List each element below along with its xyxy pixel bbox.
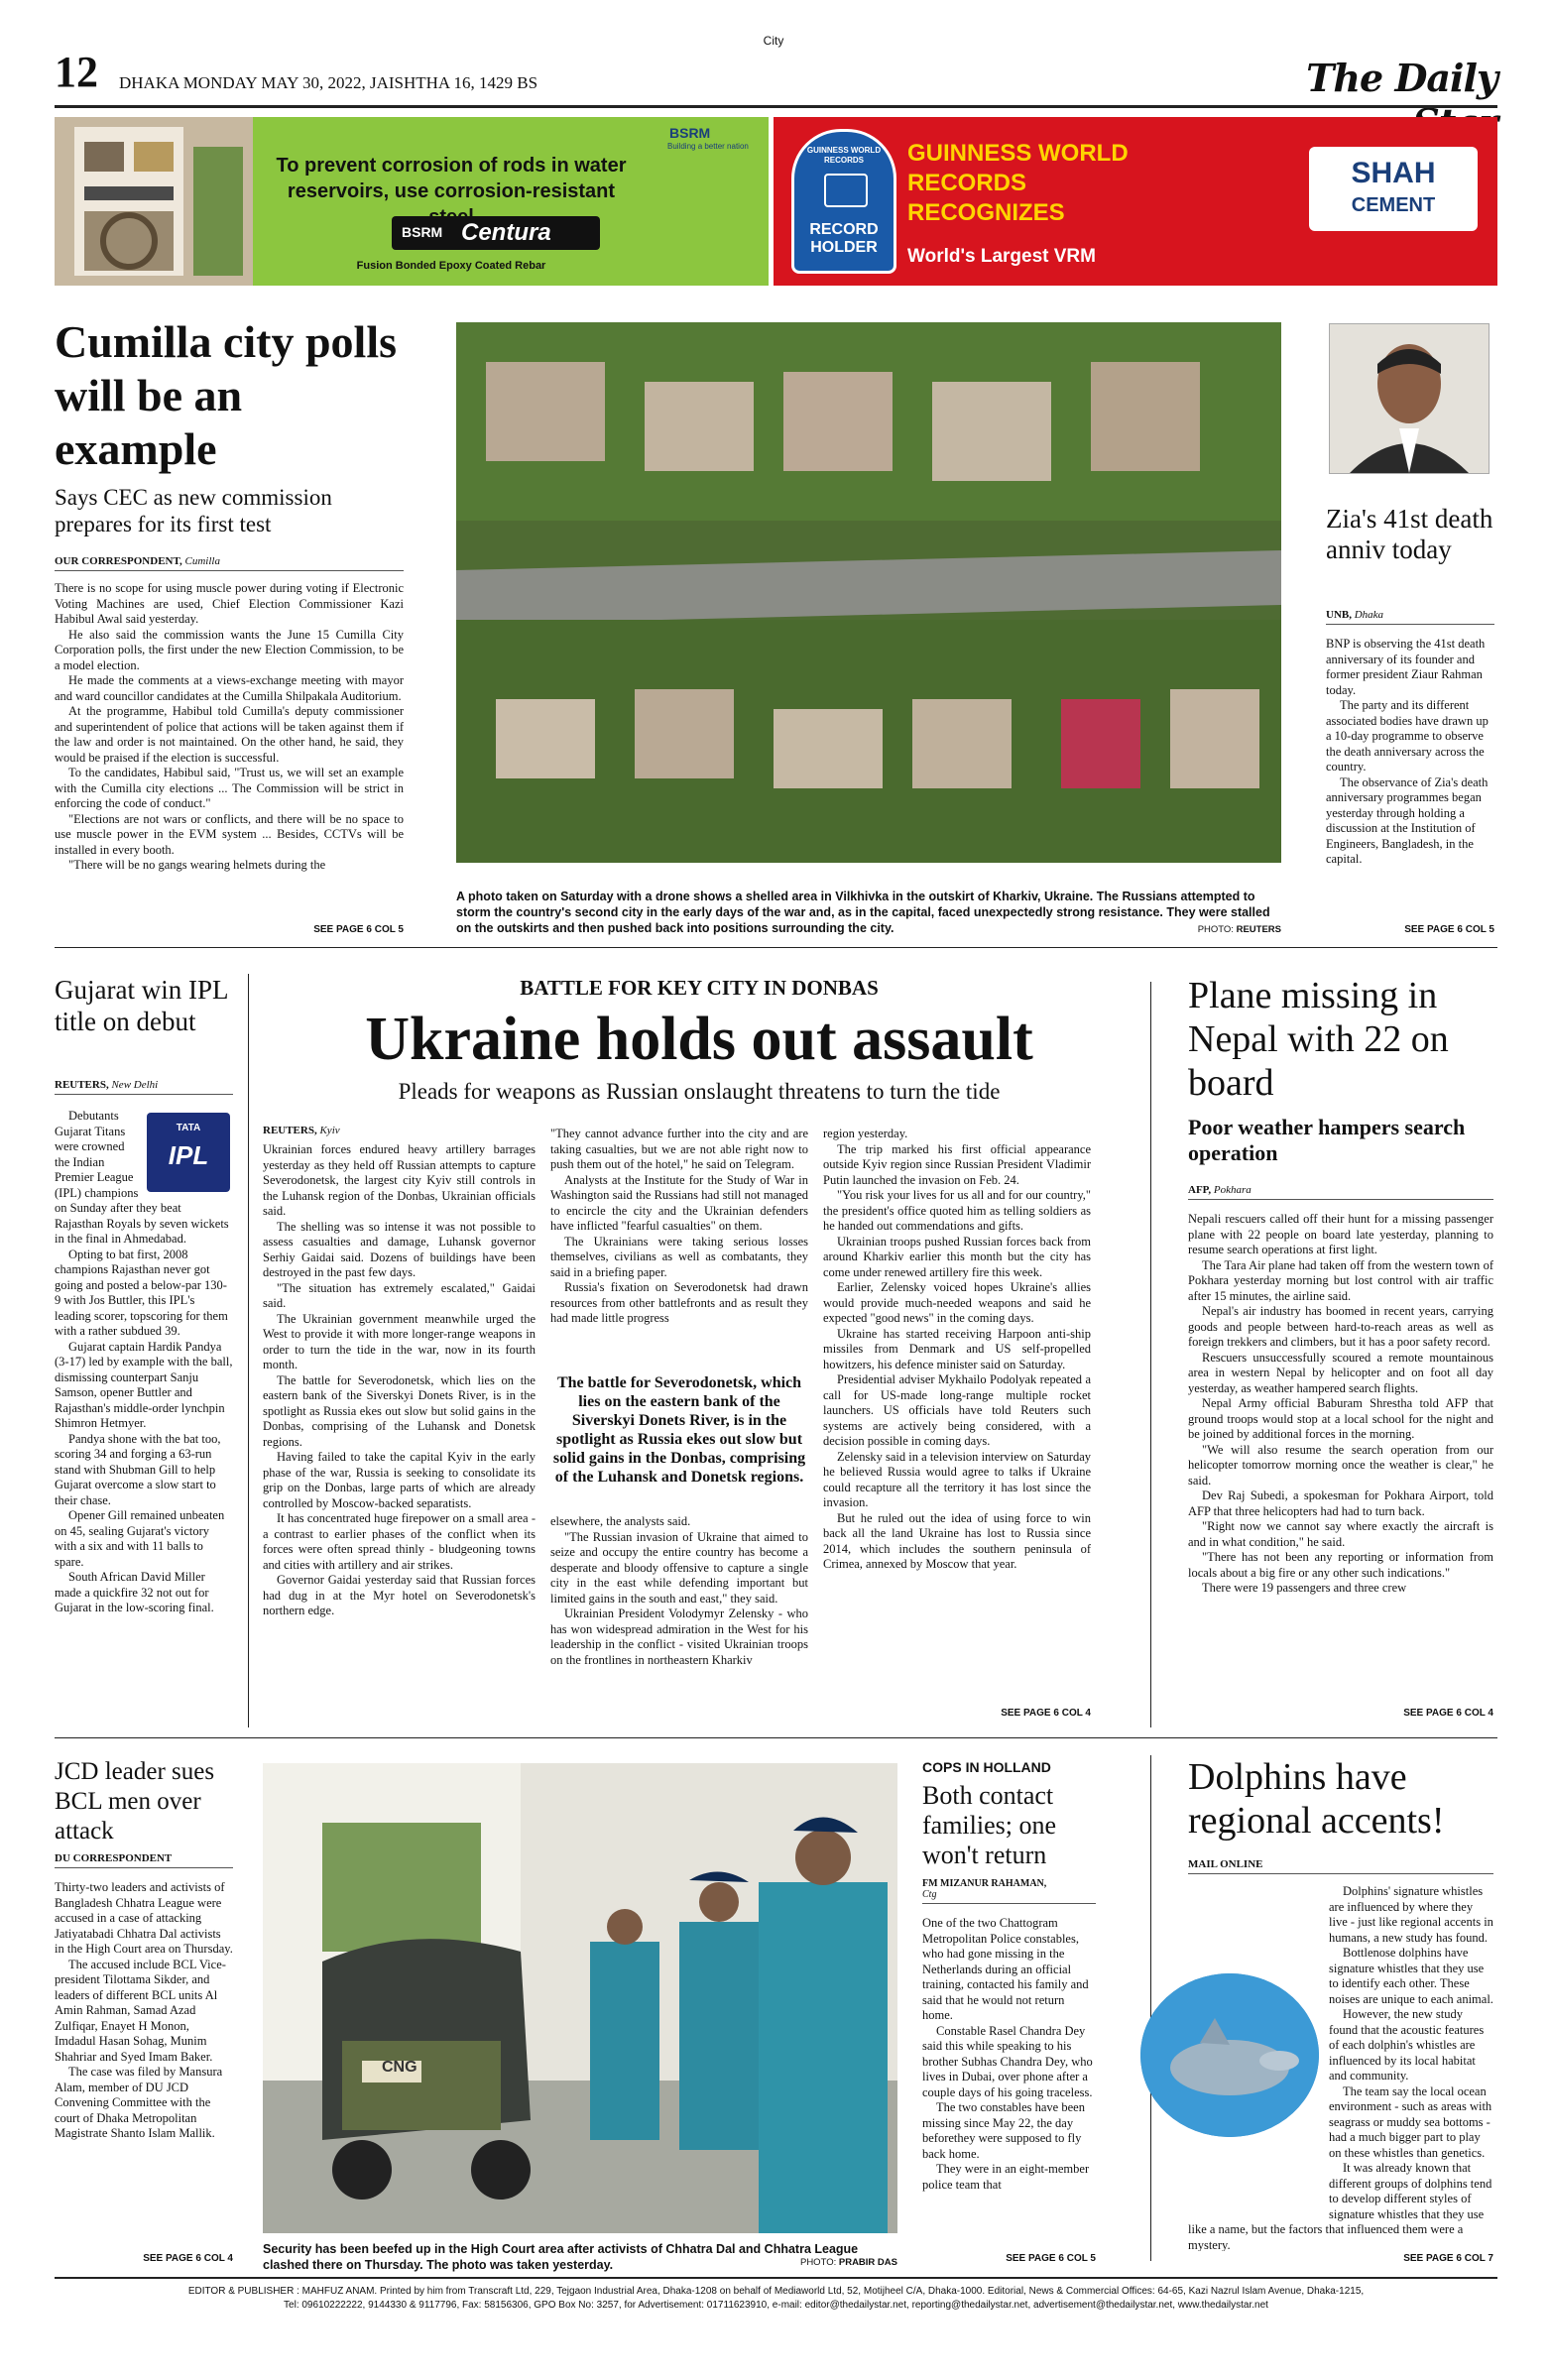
holland-kicker: COPS IN HOLLAND (922, 1759, 1051, 1775)
gujarat-headline[interactable]: Gujarat win IPL title on debut (55, 975, 228, 1036)
ukraine-subhead: Pleads for weapons as Russian onslaught threatens to turn the tide (398, 1079, 1001, 1104)
bsrm-brand: BSRM (669, 125, 711, 141)
dolphins-see-page[interactable]: SEE PAGE 6 COL 7 (1403, 2253, 1493, 2264)
zia-byline: UNB, Dhaka (1326, 609, 1494, 625)
page-number: 12 (55, 48, 98, 96)
trophy-icon (824, 174, 868, 207)
high-court-photo (263, 1763, 897, 2233)
ukraine-col2b: elsewhere, the analysts said. "The Russian invasion of Ukraine that aimed to seize and occupy the entire country has become a desperate and bloody offensive to capture a single city in the east while defending important but limited gains in the south and east," they said. Ukrainian President Volodymyr Zelensky - who has won widespread admiration in the West for his leadership in the conflict - visited Ukrainian troops on the frontlines in northeastern Kharkiv (550, 1514, 808, 1667)
ukraine-kicker: BATTLE FOR KEY CITY IN DONBAS (520, 976, 879, 1000)
shelled-area-image (456, 322, 1281, 863)
ukraine-see-page[interactable]: SEE PAGE 6 COL 4 (1001, 1708, 1091, 1719)
column-divider-right (1150, 982, 1151, 1727)
shah-cement-ad[interactable] (774, 117, 1497, 286)
zia-portrait (1329, 323, 1490, 474)
bsrm-headline: To prevent corrosion of rods in water reservoirs, use corrosion-resistant (276, 155, 627, 202)
zia-see-page[interactable]: SEE PAGE 6 COL 5 (1404, 924, 1494, 935)
nepal-headline[interactable]: Plane missing in Nepal with 22 on board (1188, 975, 1449, 1104)
section-label: City (763, 34, 784, 48)
bsrm-ad[interactable] (55, 117, 769, 286)
jcd-headline[interactable]: JCD leader sues BCL men over attack (55, 1758, 215, 1844)
bsrm-subline: Fusion Bonded Epoxy Coated Rebar (356, 260, 546, 272)
footer-imprint: EDITOR & PUBLISHER : MAHFUZ ANAM. Printed by him from Transcraft Ltd, 229, Tejgaon Industrial Area, Dhaka-1208 on behalf of Mediaworld Ltd, 52, Motijheel C/A, Dhaka-1000. Editorial, News & Commercial Offices: 64-65, Kazi Nazrul Islam Avenue, Dhaka-1215, Tel: 09610222222, 9144330 & 9117796, Fax: 58156306, GPO Box No: 3257, for Advertisement: 01711623910, e-mail: editor@thedailystar.net, reporting@thedailystar.net, advertisement@thedailystar.net, www.thedailystar.net (187, 2286, 1365, 2311)
holland-see-page[interactable]: SEE PAGE 6 COL 5 (1006, 2253, 1096, 2264)
dolphins-body: Dolphins' signature whistles are influenced by where they live - just like regional accents in humans, a new study has found. Bottlenose dolphins have signature whistles that they use to identify each other. These noises are unique to each animal. However, the new study found that the acoustic features of each dolphin's whistles are influenced by its local habitat and community. The team say the local ocean environment - such as areas with seagrass or muddy sea bottoms - had a much bigger part to play on these whistles than genetics. It was already known that different groups of dolphins tend to develop different styles of signature whistles that they use like a name, but the factors that influenced them were a mystery. (1188, 1884, 1493, 2251)
header-rule (55, 105, 1497, 108)
hc-caption: Security has been beefed up in the High Court area after activists of Chhatra Dal and Chhatra League clashed there on Thursday. The photo was taken yesterday. (263, 2242, 859, 2272)
shah-logo: SHAH CEMENT (1309, 147, 1478, 231)
ukraine-byline: REUTERS, Kyiv (263, 1125, 340, 1136)
gujarat-body: Debutants Gujarat Titans were crowned the Indian Premier League (IPL) champions on Sunday after they beat Rajasthan Royals by seven wickets in the final in Ahmedabad. Opting to bat first, 2008 champions Rajasthan never got going and posted a below-par 130-9 with Jos Buttler, this IPL's leading scorer, topscoring for them with a rather subdued 39. Gujarat captain Hardik Pandya (3-17) led by example with the ball, dismissing counterpart Sanju Samson, opener Buttler and Rajasthan's middle-order lynchpin Shimron Hetmyer. Pandya shone with the bat too, scoring 34 and forging a 63-run stand with Shubman Gill to help Gujarat overcome a slow start to their chase. Opener Gill remained unbeaten on 45, sealing Gujarat's victory with a six and with 11 balls to spare. South African David Miller made a quickfire 32 not out for Gujarat in the low-scoring final. (55, 1109, 233, 1614)
ukraine-headline[interactable]: Ukraine holds out assault (365, 1006, 1033, 1073)
nepal-subhead: Poor weather hampers search operation (1188, 1115, 1466, 1165)
hc-credit: PHOTO: PRABIR DAS (799, 2257, 897, 2268)
ukraine-col3: region yesterday. The trip marked his first official appearance outside Kyiv region since Russian President Vladimir Putin launched the invasion on Feb. 24. "You risk your lives for us all and for our country," the president's office quoted him as telling soldiers as he handed out commendations and gifts. Ukrainian troops pushed Russian forces back from around Kharkiv earlier this month but the city has come under renewed artillery fire this week. Earlier, Zelensky voiced hopes Ukraine's allies would provide much-needed weapons and said he expected "good news" in the coming days. Ukraine has started receiving Harpoon anti-ship missiles from Denmark and US self-propelled howitzers, his defence minister said on Saturday. Presidential adviser Mykhailo Podolyak repeated a call for US-made long-range multiple rocket launchers. US officials have told Reuters such systems are actively being considered, with a decision possible in coming days. Zelensky said in a television interview on Saturday he believed Russia would agree to talks if Ukraine could recapture all the territory it has lost since the invasion. But he ruled out the idea of using force to win back all the land Ukraine has lost to Russia since 2014, which includes the southern peninsula of Crimea, annexed by Moscow that year. (823, 1127, 1091, 1571)
column-divider (248, 974, 249, 1727)
cumilla-byline: OUR CORRESPONDENT, Cumilla (55, 555, 404, 571)
ukraine-col1: Ukrainian forces endured heavy artillery barrages yesterday as they held off Russian attempts to capture Severodonetsk, the largest city Kyiv still controls in the Luhansk region of the Donbas, Ukrainian officials said. The shelling was so intense it was not possible to assess casualties and damage, Luhansk governor Serhiy Gaidai said. Dozens of buildings have been destroyed in the past few days. "The situation has extremely escalated," Gaidai said. The Ukrainian government meanwhile urged the West to provide it with more longer-range weapons in order to turn the tide in the war, now in its fourth month. The battle for Severodonetsk, which lies on the eastern bank of the Siverskyi Donets River, is in the spotlight as Russia ekes out slow but solid gains in the Donbas, comprising of the Luhansk and Donetsk regions. Having failed to take the capital Kyiv in the early phase of the war, Russia is seeking to consolidate its grip on the Donbas, large parts of which are already controlled by Moscow-backed separatists. It has concentrated huge firepower on a small area - a contrast to earlier phases of the conflict when its forces were often spread thinly - bludgeoning towns and cities with artillery and air strikes. Governor Gaidai yesterday said that Russian forces had dug in at the Myr hotel on Severodonetsk's northern edge. (263, 1142, 536, 1617)
building-illustration (55, 117, 253, 286)
row-divider-2 (55, 1737, 1497, 1738)
ukraine-col2a: "They cannot advance further into the city and are taking casualties, but we are not able right now to push them out of the hotel," he said on Telegram. Analysts at the Institute for the Study of War in Washington said the Russians had still not managed to encircle the city and the Ukrainian defenders have inflicted "fearful casualties" on them. The Ukrainians were taking serious losses themselves, civilians as well as combatants, they said in a briefing paper. Russia's fixation on Severodonetsk had drawn resources from other battlefronts and as result they had made little progress (550, 1127, 808, 1325)
drone-credit: PHOTO: REUTERS (1197, 924, 1281, 935)
shah-subline: World's Largest VRM (907, 246, 1096, 267)
masthead-logo: The Daily (1306, 56, 1497, 100)
cumilla-headline[interactable]: Cumilla city polls will be an example (55, 316, 398, 474)
nepal-see-page[interactable]: SEE PAGE 6 COL 4 (1403, 1708, 1493, 1719)
holland-body: One of the two Chattogram Metropolitan Police constables, who had gone missing in the Netherlands during an official training, contacted his family and said that he would not return home. Constable Rasel Chandra Dey said this while speaking to his brother Subhas Chandra Dey, who lives in Dubai, over phone after a couple days of his going traceless. The two constables have been missing since May 22, the day beforethey were supposed to fly back home. They were in an eight-member police team that (922, 1916, 1093, 2192)
zia-body: BNP is observing the 41st death anniversary of its founder and former president Ziaur Rahman today. The party and its different associated bodies have drawn up a 10-day programme to observe the death anniversary across the country. The observance of Zia's death anniversary programmes began yesterday through holding a discussion at the Institution of Engineers, Bangladesh, in the capital. (1326, 637, 1489, 866)
bsrm-tagline: Building a better nation (667, 142, 749, 151)
gujarat-byline: REUTERS, New Delhi (55, 1079, 233, 1095)
dolphins-byline: MAIL ONLINE (1188, 1858, 1493, 1874)
jcd-byline: DU CORRESPONDENT (55, 1852, 233, 1868)
cng-label: CNG (382, 2059, 417, 2076)
holland-byline: FM MIZANUR RAHAMAN, Ctg (922, 1878, 1096, 1904)
shah-headline: GUINNESS WORLD RECORDS RECOGNIZES (907, 140, 1129, 226)
guinness-badge: GUINNESS WORLD RECORDS RECORD HOLDER (791, 129, 896, 274)
nepal-body: Nepali rescuers called off their hunt for a missing passenger plane with 22 people on board late yesterday, planning to resume search operations at first light. The Tara Air plane had taken off from the western town of Pokhara yesterday morning but lost control with air traffic after 15 minutes, the airline said. Nepal's air industry has boomed in recent years, carrying goods and people between hard-to-reach areas as well as foreign trekkers and climbers, but it has a poor safety record. Rescuers unsuccessfully scoured a remote mountainous area in western Nepal by helicopter and on foot all day yesterday, as weather hampered search flights. Nepal Army official Baburam Shrestha told AFP that ground troops would stop at a local school for the night and be joined by additional forces in the morning. "We will also resume the search operation from our helicopter tomorrow morning once the weather is clear," he said. Dev Raj Subedi, a spokesman for Pokhara Airport, told AFP that three helicopters had had to turn back. "Right now we cannot say where exactly the aircraft is and in what condition," he said. "There has not been any reporting or information from locals about a big fire or any other such indications." There were 19 passengers and three crew (1188, 1212, 1493, 1595)
dolphins-headline[interactable]: Dolphins have regional accents! (1188, 1756, 1445, 1842)
drone-caption: A photo taken on Saturday with a drone shows a shelled area in Vilkhivka in the outskirt of Kharkiv, Ukraine. The Russians attempted to storm the country's second city in the early days of the war and, as in the capital, faced unexpectedly strong resistance. They were stalled on the outskirts and then pushed back into positions surrounding the city. (456, 890, 1270, 935)
cumilla-see-page[interactable]: SEE PAGE 6 COL 5 (313, 924, 404, 935)
cumilla-subhead: Says CEC as new commission prepares for its first test (55, 485, 332, 536)
cumilla-body: There is no scope for using muscle power during voting if Electronic Voting Machines are used, Chief Election Commissioner Kazi Habibul Awal said yesterday. He also said the commission wants the June 15 Cumilla City Corporation polls, the first under the new Election Commission, to be a model election. He made the comments at a views-exchange meeting with mayor and ward councillor candidates at the Cumilla Shilpakala Auditorium. At the programme, Habibul told Cumilla's deputy commissioner and superintendent of police that actions will be taken against them if the law and order is not maintained. On the other hand, he said, they would be praised if the election is successful. To the candidates, Habibul said, "Trust us, we will set an example with the Cumilla city elections ... The Commission will be strict in enforcing the code of conduct." "Elections are not wars or conflicts, and there will be no space to use muscle power in the EVM system ... Besides, CCTVs will be installed in every booth. "There will be no gangs wearing helmets during the (55, 581, 404, 872)
centura-logo: BSRM Centura (392, 216, 600, 250)
jcd-body: Thirty-two leaders and activists of Bangladesh Chhatra League were accused in a case of attacking Jatiyatabadi Chhatra Dal activists in the High Court area on Thursday. The accused include BCL Vice-president Tilottama Sikder, and leaders of different BCL units Al Amin Rahman, Samad Azad Zulfiqar, Enayet H Monon, Imdadul Hasan Sohag, Munim Shahriar and Syed Imam Baker. The case was filed by Mansura Alam, member of DU JCD Convening Committee with the court of Dhaka Metropolitan Magistrate Shanto Islam Mallik. (55, 1880, 233, 2140)
holland-headline[interactable]: Both contact families; one won't return (922, 1781, 1057, 1869)
dateline: DHAKA MONDAY MAY 30, 2022, JAISHTHA 16, 1429 BS (119, 73, 538, 92)
row-divider (55, 947, 1497, 948)
drone-photo (456, 322, 1281, 863)
zia-headline[interactable]: Zia's 41st death anniv today (1326, 504, 1493, 564)
footer-rule (55, 2277, 1497, 2279)
column-divider-bottom (1150, 1755, 1151, 2261)
jcd-see-page[interactable]: SEE PAGE 6 COL 4 (143, 2253, 233, 2264)
ukraine-pullquote: The battle for Severodonetsk, which lies on the eastern bank of the Siverskyi Donets River, is in the spotlight as Russia ekes out slow but solid gains in the Donbas, comprising of the Luhansk and Donetsk regions. (552, 1374, 806, 1486)
nepal-byline: AFP, Pokhara (1188, 1184, 1493, 1200)
ipl-logo: TATA IPL (147, 1113, 230, 1192)
